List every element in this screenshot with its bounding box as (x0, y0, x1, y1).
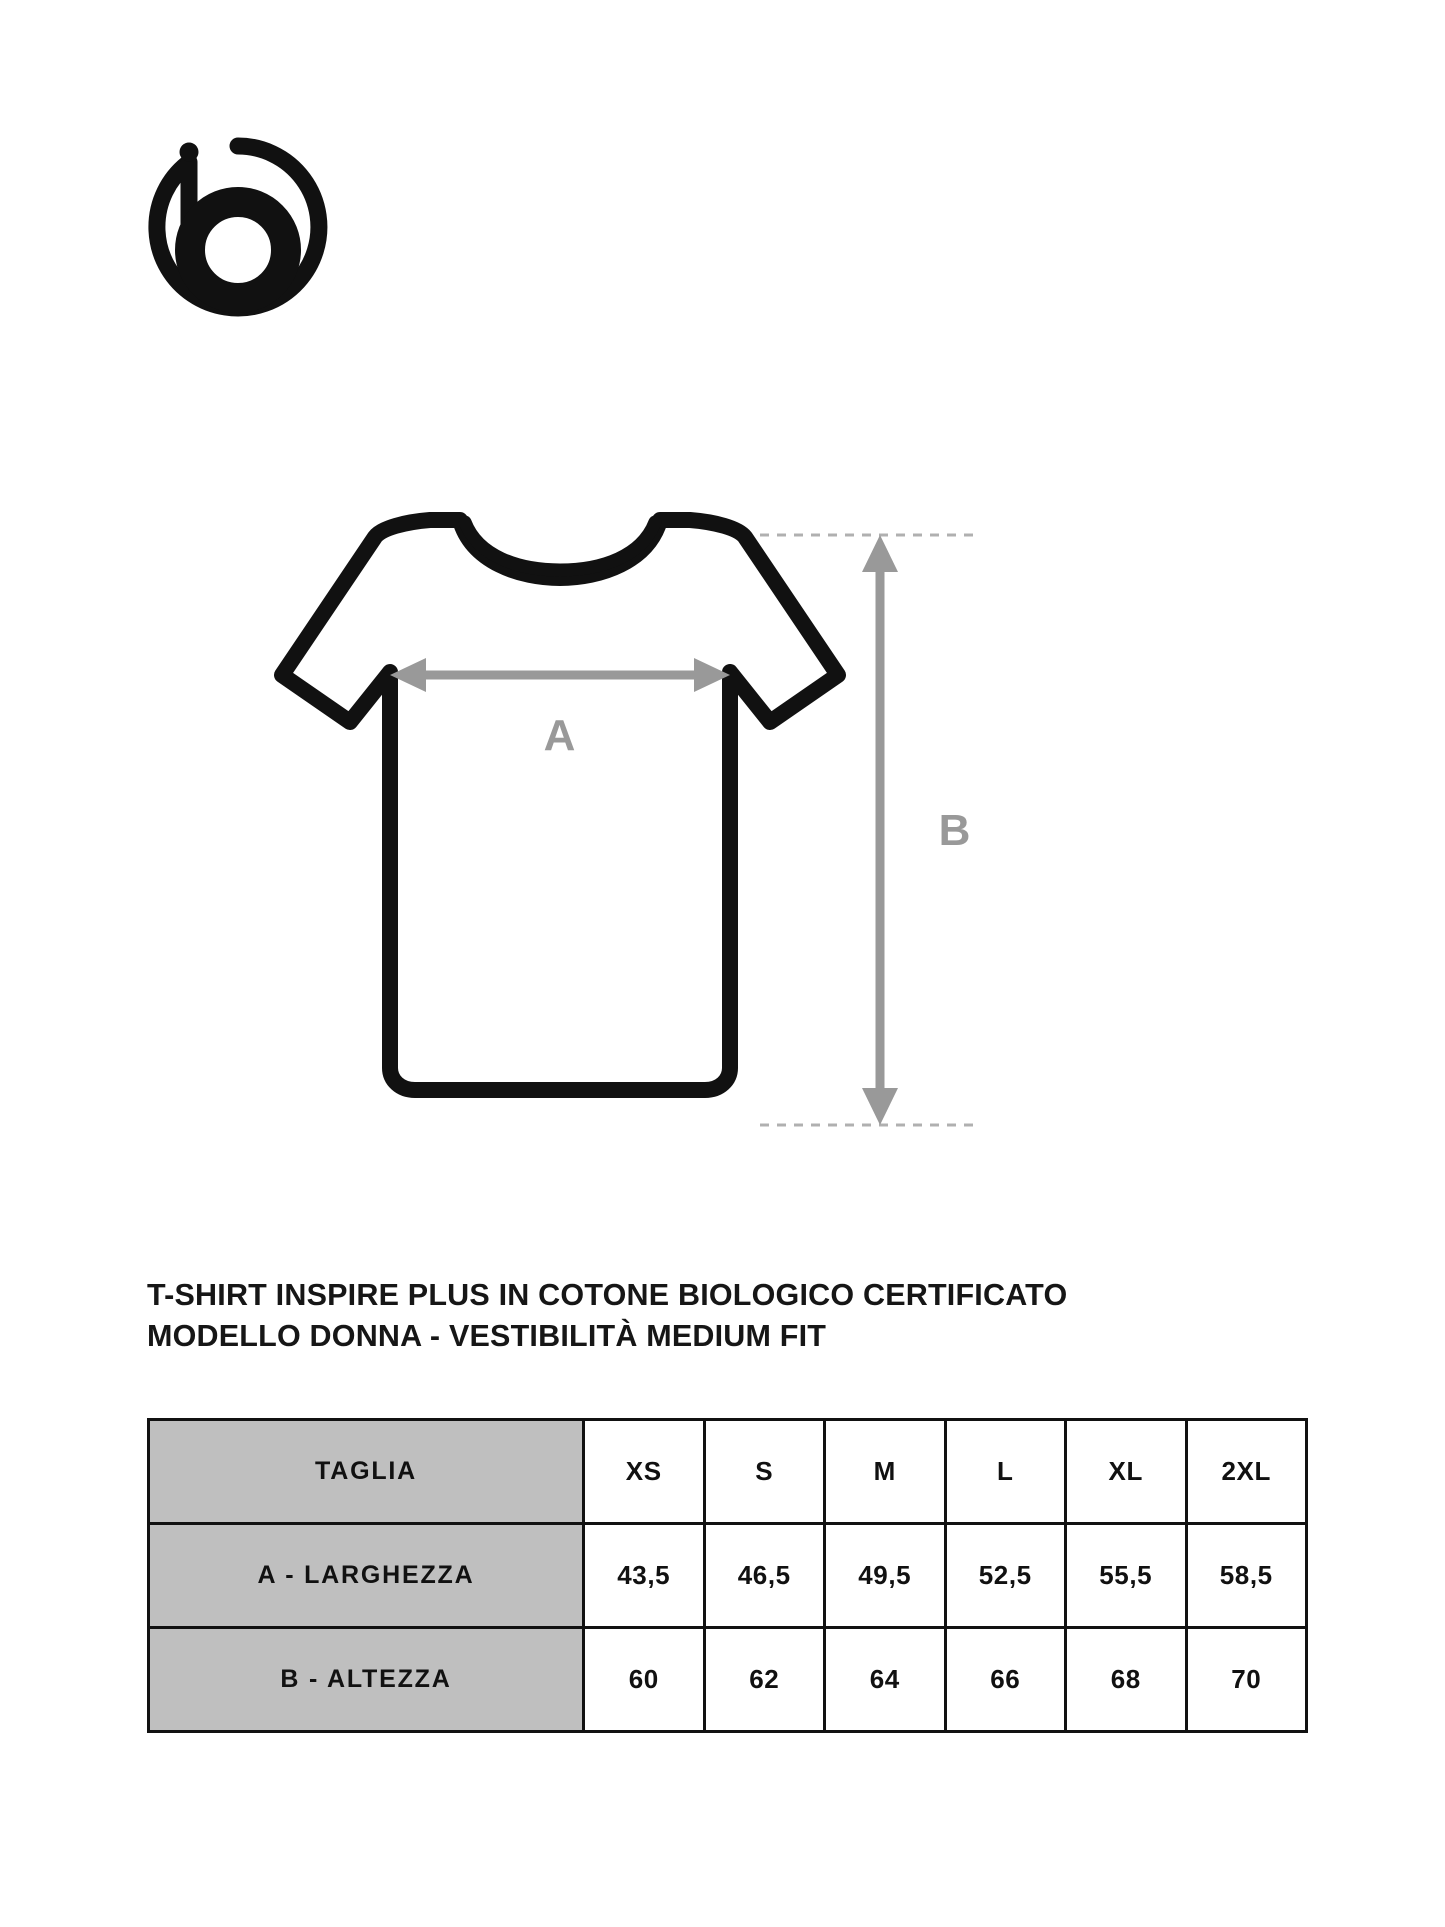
row-label-larghezza: A - LARGHEZZA (149, 1524, 584, 1628)
table-header-size-m: M (825, 1420, 946, 1524)
height-arrow-b (862, 535, 898, 1125)
cell-larghezza-2xl: 58,5 (1186, 1524, 1307, 1628)
row-label-altezza: B - ALTEZZA (149, 1628, 584, 1732)
table-row-altezza (149, 1628, 1307, 1732)
size-table (147, 1418, 1308, 1733)
cell-altezza-2xl: 70 (1186, 1628, 1307, 1732)
table-row-larghezza (149, 1524, 1307, 1628)
tshirt-outline (282, 520, 838, 1090)
cell-altezza-s: 62 (704, 1628, 825, 1732)
cell-altezza-xl: 68 (1066, 1628, 1187, 1732)
page-title-line-1: T-SHIRT INSPIRE PLUS IN COTONE BIOLOGICO CERTIFICATO (147, 1278, 1068, 1312)
table-header-size-2xl: 2XL (1186, 1420, 1307, 1524)
brand-logo-icon (143, 132, 333, 322)
cell-larghezza-xs: 43,5 (584, 1524, 705, 1628)
cell-larghezza-xl: 55,5 (1066, 1524, 1187, 1628)
cell-altezza-l: 66 (945, 1628, 1066, 1732)
height-label-b: B (938, 806, 972, 855)
page-title (147, 1275, 1327, 1357)
width-label-a: A (543, 711, 577, 760)
table-header-size-xl: XL (1066, 1420, 1187, 1524)
cell-larghezza-l: 52,5 (945, 1524, 1066, 1628)
page-title-line-2: MODELLO DONNA - VESTIBILITÀ MEDIUM FIT (147, 1319, 827, 1353)
cell-altezza-m: 64 (825, 1628, 946, 1732)
table-header-size-l: L (945, 1420, 1066, 1524)
tshirt-diagram (120, 500, 1000, 1160)
cell-larghezza-s: 46,5 (704, 1524, 825, 1628)
cell-larghezza-m: 49,5 (825, 1524, 946, 1628)
table-header-size-s: S (704, 1420, 825, 1524)
table-row-header (149, 1420, 1307, 1524)
cell-altezza-xs: 60 (584, 1628, 705, 1732)
table-header-size-xs: XS (584, 1420, 705, 1524)
brand-logo (143, 132, 333, 322)
table-header-taglia: TAGLIA (149, 1420, 584, 1524)
